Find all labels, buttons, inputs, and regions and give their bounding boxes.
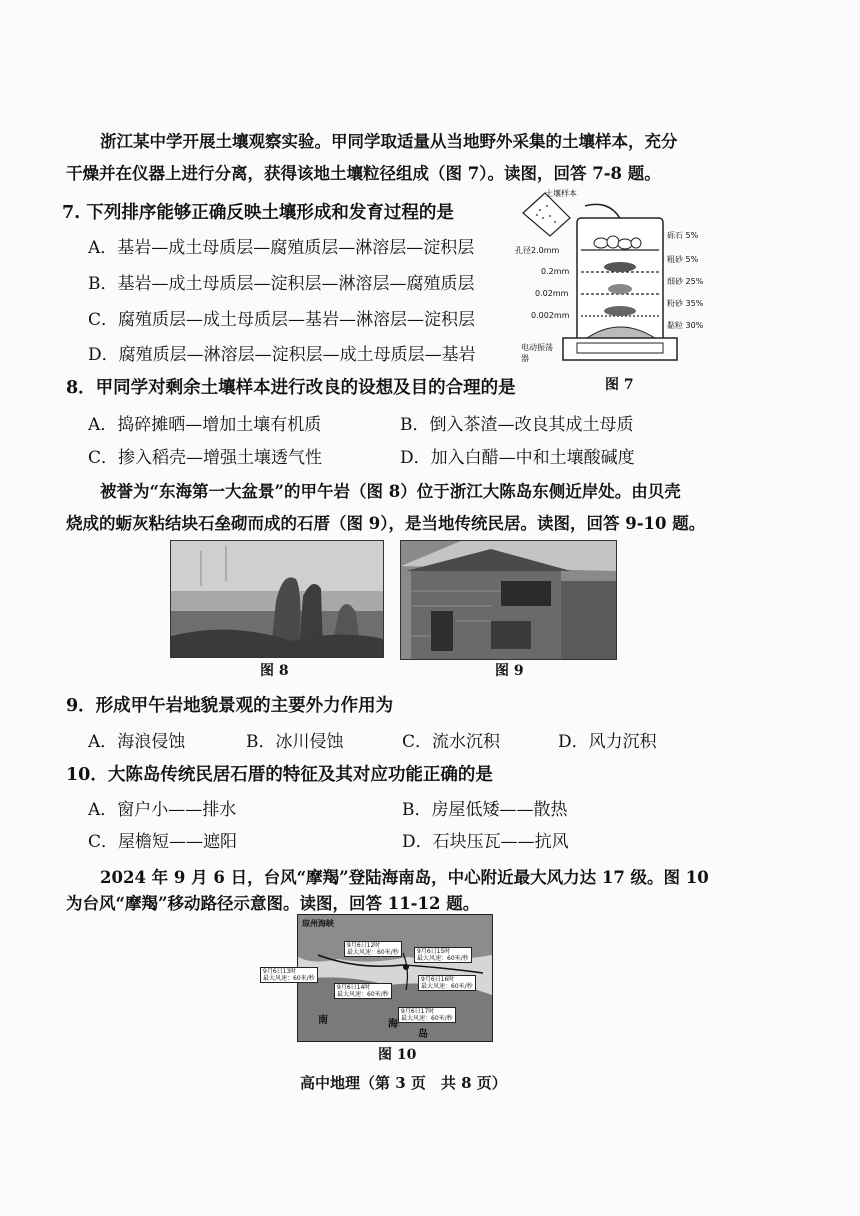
figure-9-caption: 图 9 [495,663,524,679]
track-box-6-wind: 最大风速：60米/秒 [401,1015,453,1022]
figure-8-rock-photo [170,540,384,658]
question-8-stem: 8．甲同学对剩余土壤样本进行改良的设想及目的合理的是 [66,378,516,398]
figure-7-soil-sieve [515,188,710,368]
track-box-1-wind: 最大风速：60米/秒 [347,949,399,956]
track-box-3-time: 9月6日13时 [263,968,297,975]
q10-option-c: C．屋檐短——遮阳 [88,832,238,852]
sieve-label-2: 0.2mm [541,267,570,276]
track-box-6 [398,1007,456,1023]
track-box-1-time: 9月6日12时 [347,942,381,949]
q8-option-a: A．捣碎摊晒—增加土壤有机质 [88,415,322,435]
intro-9-10-line2: 烧成的蛎灰粘结块石垒砌而成的石厝（图 9），是当地传统民居。读图，回答 9-10 题。 [66,514,706,533]
track-box-5 [334,983,392,999]
figure-10-typhoon-map [263,914,493,1042]
q9-option-a: A．海浪侵蚀 [88,732,186,752]
figure-9-stone-house-photo [400,540,617,660]
q10-option-a: A．窗户小——排水 [88,800,237,820]
track-box-5-time: 9月6日14时 [337,984,371,991]
q9-option-b: B．冰川侵蚀 [246,732,344,752]
track-box-4-wind: 最大风速：60米/秒 [421,983,473,990]
sample-label: 土壤样本 [545,189,577,198]
q8-option-c: C．掺入稻壳—增强土壤透气性 [88,448,323,468]
strait-label: 琼州海峡 [302,919,334,928]
fraction-label-1: 砾石 5% [667,231,699,240]
track-box-4-time: 9月6日16时 [421,976,455,983]
fraction-label-3: 细砂 25% [667,277,704,286]
fraction-label-5: 黏粒 30% [667,321,704,330]
q8-option-d: D．加入白醋—中和土壤酸碱度 [400,448,635,468]
q9-option-d: D．风力沉积 [558,732,657,752]
shaker-label: 电动振荡器 [521,343,553,363]
page-footer: 高中地理（第 3 页 共 8 页） [300,1074,507,1092]
q9-option-c: C．流水沉积 [402,732,501,752]
track-box-2-time: 9月6日15时 [417,948,451,955]
fraction-label-2: 粗砂 5% [667,255,699,264]
fraction-label-4: 粉砂 35% [667,299,704,308]
intro-9-10-line1: 被誉为“东海第一大盆景”的甲午岩（图 8）位于浙江大陈岛东侧近岸处。由贝壳 [100,482,681,501]
track-box-5-wind: 最大风速：60米/秒 [337,991,389,998]
question-10-stem: 10．大陈岛传统民居石厝的特征及其对应功能正确的是 [66,765,493,785]
q10-option-b: B．房屋低矮——散热 [402,800,568,820]
question-7-stem: 7. 下列排序能够正确反映土壤形成和发育过程的是 [62,203,454,223]
intro-7-8-line2: 干燥并在仪器上进行分离，获得该地土壤粒径组成（图 7）。读图，回答 7-8 题。 [66,164,661,183]
question-9-stem: 9．形成甲午岩地貌景观的主要外力作用为 [66,696,394,716]
sieve-label-1: 孔径2.0mm [515,246,560,255]
track-box-4 [418,975,476,991]
q10-option-d: D．石块压瓦——抗风 [402,832,569,852]
island-char-3: 岛 [418,1029,428,1040]
figure-7-caption: 图 7 [605,377,634,393]
track-box-3 [260,967,318,983]
figure-8-caption: 图 8 [260,663,289,679]
q8-option-b: B．倒入茶渣—改良其成土母质 [400,415,634,435]
sieve-label-3: 0.02mm [535,289,569,298]
q7-option-c: C．腐殖质层—成土母质层—基岩—淋溶层—淀积层 [88,310,476,330]
track-box-3-wind: 最大风速：60米/秒 [263,975,315,982]
q7-option-d: D．腐殖质层—淋溶层—淀积层—成土母质层—基岩 [88,345,476,365]
figure-10-caption: 图 10 [378,1047,417,1063]
track-box-2 [414,947,472,963]
intro-11-12-line1: 2024 年 9 月 6 日，台风“摩羯”登陆海南岛，中心附近最大风力达 17 级。图 10 [100,868,709,887]
intro-11-12-line2: 为台风“摩羯”移动路径示意图。读图，回答 11-12 题。 [66,894,480,913]
island-char-2: 南 [318,1015,328,1026]
intro-7-8-line1: 浙江某中学开展土壤观察实验。甲同学取适量从当地野外采集的土壤样本，充分 [100,132,678,151]
sieve-label-4: 0.002mm [531,311,570,320]
track-box-2-wind: 最大风速：60米/秒 [417,955,469,962]
q7-option-a: A．基岩—成土母质层—腐殖质层—淋溶层—淀积层 [88,238,475,258]
island-char-1: 海 [388,1019,398,1030]
track-box-6-time: 9月6日17时 [401,1008,435,1015]
q7-option-b: B．基岩—成土母质层—淀积层—淋溶层—腐殖质层 [88,274,475,294]
track-box-1 [344,941,402,957]
